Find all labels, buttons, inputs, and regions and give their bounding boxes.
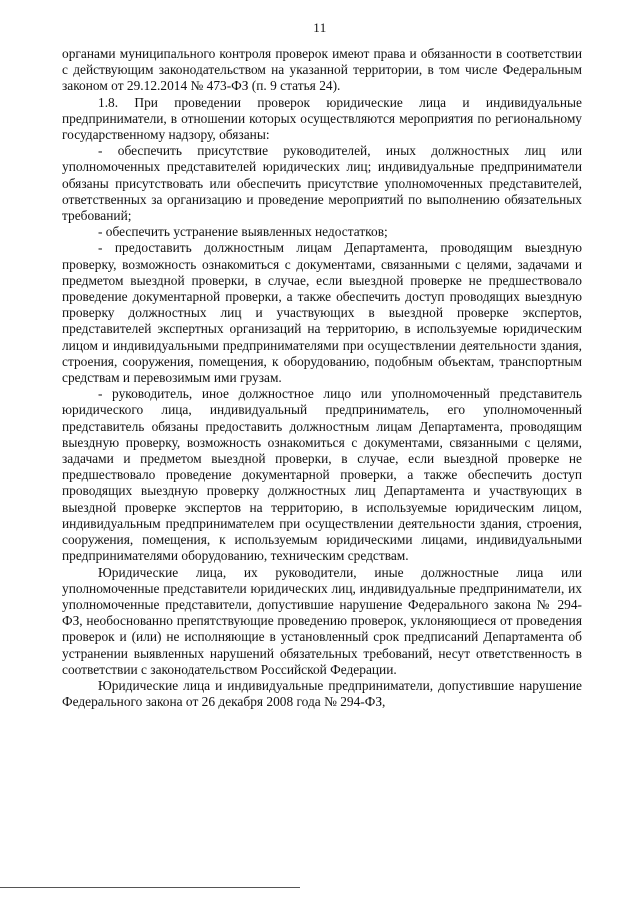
paragraph-continuation: органами муниципального контроля проверок имеют права и обязанности в соответствии с действующим законодательством на указанной территории, в том числе Федеральным законом от 29.12.2014 № 473-ФЗ (п. 9 статья 24).: [62, 46, 582, 94]
paragraph-violators: Юридические лица и индивидуальные предприниматели, допустившие нарушение Федерального закона от 26 декабря 2008 года № 294-ФЗ,: [62, 677, 582, 710]
paragraph-liability: Юридические лица, их руководители, иные должностные лица или уполномоченные представители юридических лиц, индивидуальные предприниматели, их уполномоченные представители, допустившие нарушение Федерального закона № 294-ФЗ, необоснованно препятствующие проведению проверок, уклоняющиеся от проведения проверок и (или) не исполняющие в установленный срок предписаний Департамента об устранении выявленных нарушений обязательных требований, несут ответственность в соответствии с законодательством Российской Федерации.: [62, 564, 582, 677]
list-item-ensure-presence: - обеспечить присутствие руководителей, иных должностных лиц или уполномоченных представителей юридических лиц; индивидуальные предприниматели обязаны присутствовать или обеспечить присутствие уполномоченных представителей, ответственных за организацию и проведение мероприятий по выполнению обязательных требований;: [62, 143, 582, 224]
list-item-ensure-elimination: - обеспечить устранение выявленных недостатков;: [98, 224, 388, 240]
list-item-head-obligations: - руководитель, иное должностное лицо или уполномоченный представитель юридического лица, индивидуальный предприниматель, его уполномоченный представитель обязаны предоставить должностным лицам Департамента, проводящим выездную проверку, возможность ознакомиться с документами, связанными с целями, задачами и предметом выездной проверки, в случае, если выездной проверке не предшествовало проведение документарной проверки, а также обеспечить доступ проводящих выездную проверку должностных лиц Департамента и участвующих в выездной проверке экспертов на территорию, в используемые юридическим лицом, индивидуальным предпринимателем при осуществлении деятельности здания, строения, сооружения, помещения, к используемым юридическими лицами, индивидуальными предпринимателями оборудованию, техническим средствам.: [62, 386, 582, 564]
bottom-divider: [0, 887, 300, 888]
paragraph-section-1-8: 1.8. При проведении проверок юридические лица и индивидуальные предприниматели, в отношении которых осуществляются мероприятия по региональному государственному надзору, обязаны:: [62, 94, 582, 143]
list-item-provide-access: - предоставить должностным лицам Департамента, проводящим выездную проверку, возможность ознакомиться с документами, связанными с целями, задачами и предметом выездной проверки, в случае, если выездной проверке не предшествовало проведение документарной проверки, а также обеспечить доступ проводящих выездную проверку должностных лиц и участвующих в выездной проверке экспертов, представителей экспертных организаций на территорию, в используемые юридическим лицом и индивидуальными предпринимателями при осуществлении деятельности здания, строения, сооружения, помещения, к оборудованию, подобным объектам, транспортным средствам и перевозимым ими грузам.: [62, 240, 582, 386]
document-body: [62, 46, 582, 710]
page-number: 11: [313, 20, 327, 35]
